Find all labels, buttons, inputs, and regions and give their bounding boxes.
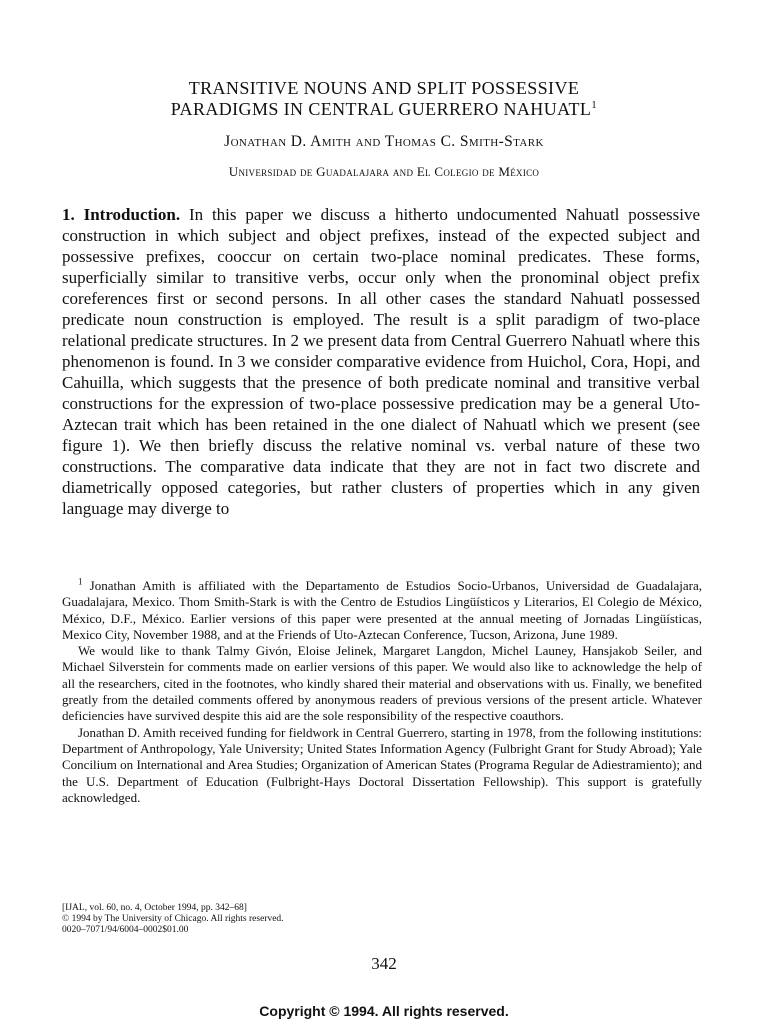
introduction-section [62,204,700,519]
author-affiliation: Universidad de Guadalajara and El Colegio de México [228,164,540,179]
publication-info [62,903,284,936]
footnote-block [62,578,702,806]
footnote-marker: 1 [78,576,83,587]
title-line-2-text: PARADIGMS IN CENTRAL GUERRERO NAHUATL [170,99,592,119]
footnote-paragraph-1 [62,578,702,643]
footnote-paragraph-2: We would like to thank Talmy Givón, Eloise Jelinek, Margaret Langdon, Michel Launey, Hansjakob Seiler, and Michael Silverstein for comments made on earlier versions of this paper. We would also like to acknowledge the help of all the researchers, cited in the footnotes, who kindly shared their material and observations with us. Finally, we benefited greatly from the detailed comments offered by anonymous readers of previous versions of the present article. Whatever deficiencies have survived despite this aid are the sole responsibility of the respective coauthors. [62,643,702,724]
article-title [60,78,708,120]
title-line-2 [60,99,708,120]
title-line-1: TRANSITIVE NOUNS AND SPLIT POSSESSIVE [188,78,580,98]
article-authors: Jonathan D. Amith and Thomas C. Smith-Stark [224,133,544,150]
footer-copyright: Copyright © 1994. All rights reserved. [259,1003,509,1019]
section-heading: 1. Introduction. [62,205,181,224]
footnote-paragraph-3: Jonathan D. Amith received funding for fieldwork in Central Guerrero, starting in 1978, from the following institutions: Department of Anthropology, Yale University; United States Information Agency (Fulbright Grant for Study Abroad); Yale Concilium on International and Area Studies; Organization of American States (Programa Regular de Adiestramiento); and the U.S. Department of Education (Fulbright-Hays Doctoral Dissertation Fellowship). This support is gratefully acknowledged. [62,724,702,805]
article-code: 0020–7071/94/6004–0002$01.00 [62,925,189,935]
introduction-text: In this paper we discuss a hitherto undocumented Nahuatl possessive construction in which subject and object prefixes, instead of the expected subject and possessive prefixes, cooccur on certain two-place nominal predicates. These forms, superficially similar to transitive verbs, occur only when the pronominal object prefix coreferences first or second persons. In all other cases the standard Nahuatl possessed predicate noun construction is employed. The result is a split paradigm of two-place relational predicate structures. In 2 we present data from Central Guerrero Nahuatl where this phenomenon is found. In 3 we consider comparative evidence from Huichol, Cora, Hopi, and Cahuilla, which suggests that the presence of both predicate nominal and transitive verbal constructions for the expression of two-place possessive predication may be a general Uto-Aztecan trait which has been retained in the one dialect of Nahuatl which we present (see figure 1). We then briefly discuss the relative nominal vs. verbal nature of these two constructions. The comparative data indicate that they are not in fact two discrete and diametrically opposed categories, but rather clusters of properties which in any given language may diverge to [62,205,701,518]
footnote-text-1: Jonathan Amith is affiliated with the Departamento de Estudios Socio-Urbanos, Universidad de Guadalajara, Guadalajara, Mexico. Thom Smith-Stark is with the Centro de Estudios Lingüísticos y Literarios, El Colegio de México, México, D.F., México. Earlier versions of this paper were presented at the annual meeting of Jornadas Lingüísticas, Mexico City, November 1988, and at the Friends of Uto-Aztecan Conference, Tucson, Arizona, June 1989. [62,578,703,642]
title-footnote-marker: 1 [591,99,598,111]
journal-citation: [IJAL, vol. 60, no. 4, October 1994, pp. 342–68] [62,903,247,913]
page-number: 342 [371,954,397,973]
publisher-copyright: © 1994 by The University of Chicago. All rights reserved. [62,914,284,924]
